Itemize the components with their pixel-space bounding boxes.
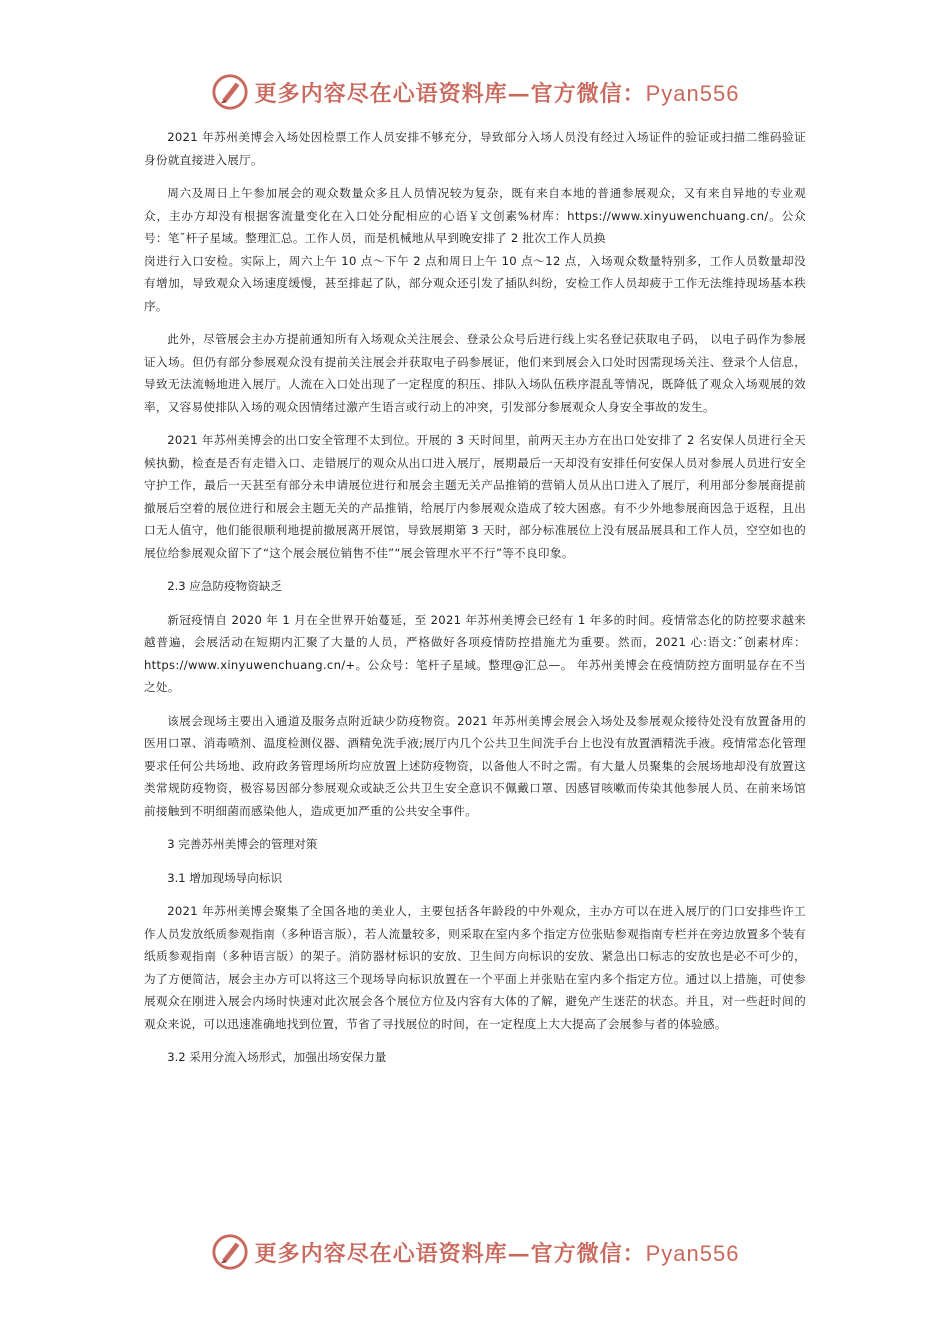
paragraph: 新冠疫情自 2020 年 1 月在全世界开始蔓延，至 2021 年苏州美博会已经有 1 年多的时间。疫情常态化的防控要求越来越普遍，会展活动在短期内汇聚了大量的人员，严格做好各项疫情防控措施尤为重要。然而，2021 心:语文:ˇ创素材库：https://www.xinyuwenchuang.cn/+。公众号：笔杆子星域。整理@汇总—。 年苏州美博会在疫情防控方面明显存在不当之处。 <box>144 612 806 694</box>
brand-logo-icon <box>211 73 249 111</box>
paragraph: 周六及周日上午参加展会的观众数量众多且人员情况较为复杂，既有来自本地的普通参展观众，又有来自异地的专业观众，主办方却没有根据客流量变化在入口处分配相应的心语￥文创素%材库：https://www.xinyuwenchuang.cn/。公众号：笔˘杆子星域。整理汇总。工作人员，而是机械地从早到晚安排了 2 批次工作人员换 <box>144 186 806 245</box>
section-heading: 3.1 增加现场导向标识 <box>167 870 283 885</box>
footer-banner <box>0 1232 950 1272</box>
paragraph: 2021 年苏州美博会聚集了全国各地的美业人，主要包括各年龄段的中外观众，主办方可以在进入展厅的门口安排些许工作人员发放纸质参观指南（多种语言版），若人流量较多，则采取在室内多个指定方位张贴参观指南专栏并在旁边放置多个装有纸质参观指南（多种语言版）的架子。消防器材标识的安放、卫生间方向标识的安放、紧急出口标志的安放也是必不可少的，为了方便简洁，展会主办方可以将这三个现场导向标识放置在一个平面上并张贴在室内多个指定方位。通过以上措施，可使参展观众在刚进入展会内场时快速对此次展会各个展位方位及内容有大体的了解，避免产生迷茫的状态。并且，对一些赶时间的观众来说，可以迅速准确地找到位置，节省了寻找展位的时间，在一定程度上大大提高了会展参与者的体验感。 <box>144 904 806 1031</box>
banner-wechat: Pyan556 <box>645 1240 740 1266</box>
banner-title <box>255 1237 740 1268</box>
banner-text: 更多内容尽在心语资料库—官方微信： <box>254 1240 646 1267</box>
section-heading: 2.3 应急防疫物资缺乏 <box>167 579 283 593</box>
header-banner <box>0 72 950 112</box>
banner-title <box>255 77 740 108</box>
section-heading: 3 完善苏州美博会的管理对策 <box>167 837 318 851</box>
document-body <box>144 126 806 1080</box>
paragraph: 2021 年苏州美博会入场处因检票工作人员安排不够充分，导致部分入场人员没有经过入场证件的验证或扫描二维码验证身份就直接进入展厅。 <box>144 130 806 167</box>
paragraph: 岗进行入口安检。实际上，周六上午 10 点～下午 2 点和周日上午 10 点～12 点，入场观众数量特别多，工作人员数量却没有增加，导致观众入场速度缓慢，甚至排起了队，部分观众还引发了插队纠纷，安检工作人员却疲于工作无法维持现场基本秩序。 <box>144 253 806 313</box>
brand-logo-icon <box>211 1233 249 1271</box>
banner-text: 更多内容尽在心语资料库—官方微信： <box>254 80 646 107</box>
paragraph: 此外，尽管展会主办方提前通知所有入场观众关注展会、登录公众号后进行线上实名登记获取电子码， 以电子码作为参展证入场。但仍有部分参展观众没有提前关注展会并获取电子码参展证，他们来到展会入口处时因需现场关注、登录个人信息，导致无法流畅地进入展厅。人流在入口处出现了一定程度的积压、排队入场队伍秩序混乱等情况，既降低了观众入场观展的效率，又容易使排队入场的观众因情绪过激产生语言或行动上的冲突，引发部分参展观众人身安全事故的发生。 <box>144 332 806 414</box>
banner-wechat: Pyan556 <box>645 80 740 106</box>
paragraph: 2021 年苏州美博会的出口安全管理不太到位。开展的 3 天时间里，前两天主办方在出口处安排了 2 名安保人员进行全天候执勤，检查是否有走错入口、走错展厅的观众从出口进入展厅，展期最后一天却没有安排任何安保人员对参展人员进行安全守护工作，最后一天甚至有部分未申请展位进行和展会主题无关产品推销的营销人员从出口进入了展厅，利用部分参展商提前撤展后空着的展位进行和展会主题无关的产品推销，给展厅内参展观众造成了较大困惑。有不少外地参展商因急于返程，且出口无人值守，他们能很顺利地提前撤展离开展馆，导致展期第 3 天时，部分标准展位上没有展品展具和工作人员，空空如也的展位给参展观众留下了“这个展会展位销售不佳”“展会管理水平不行”等不良印象。 <box>144 433 806 560</box>
section-heading: 3.2 采用分流入场形式，加强出场安保力量 <box>167 1050 387 1064</box>
paragraph: 该展会现场主要出入通道及服务点附近缺少防疫物资。2021 年苏州美博会展会入场处及参展观众接待处没有放置备用的医用口罩、消毒喷剂、温度检测仪器、酒精免洗手液;展厅内几个公共卫生间洗手台上也没有放置酒精洗手液。疫情常态化管理要求任何公共场地、政府政务管理场所均应放置上述防疫物资，以备他人不时之需。有大量人员聚集的会展场地却没有放置这类常规防疫物资，极容易因部分参展观众或缺乏公共卫生安全意识不佩戴口罩、因感冒咳嗽而传染其他参展人员、在前来场馆前接触到不明细菌而感染他人，造成更加严重的公共安全事件。 <box>144 713 806 818</box>
